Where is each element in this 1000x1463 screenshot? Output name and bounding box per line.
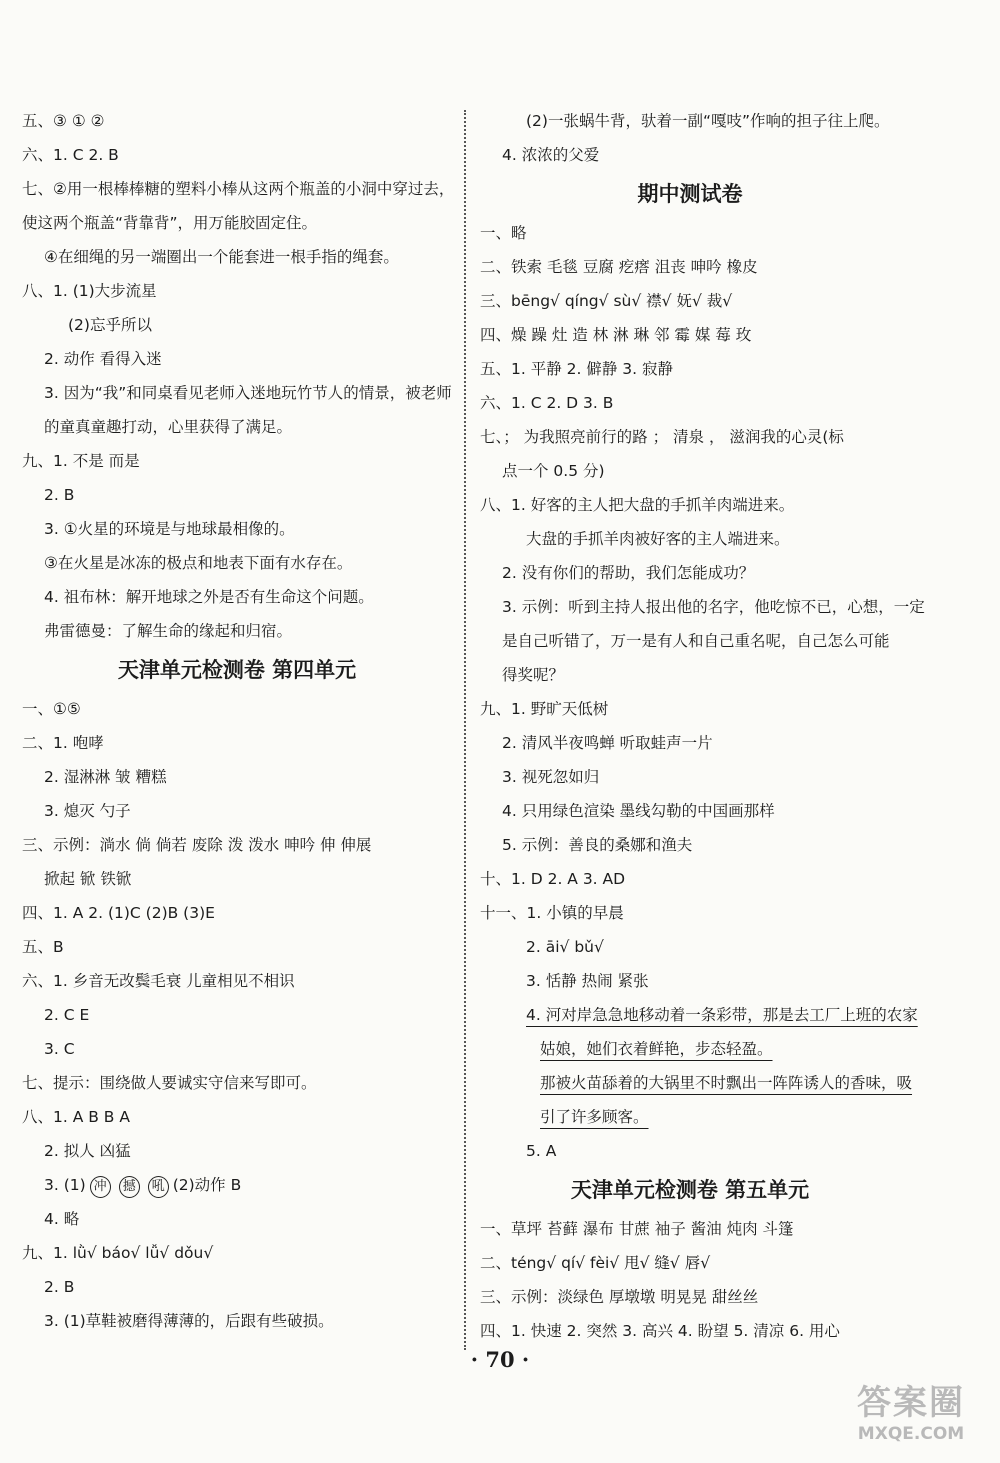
watermark-title: 答案圈 xyxy=(857,1383,965,1423)
answer-line: 2. 拟人 凶猛 xyxy=(44,1142,131,1160)
circled-char: 撼 xyxy=(119,1176,140,1198)
answer-line: 二、téng√ qí√ fèi√ 甩√ 缝√ 唇√ xyxy=(480,1254,711,1272)
answer-line: 4. 略 xyxy=(44,1210,80,1228)
answer-line: 四、1. 快速 2. 突然 3. 高兴 4. 盼望 5. 清凉 6. 用心 xyxy=(480,1322,840,1340)
answer-line: 五、1. 平静 2. 僻静 3. 寂静 xyxy=(480,360,674,378)
answer-line xyxy=(480,1066,913,1100)
answer-line: 2. 清风半夜鸣蝉 听取蛙声一片 xyxy=(502,734,713,752)
answer-line: 六、1. 乡音无改鬓毛衰 儿童相见不相识 xyxy=(22,972,295,990)
answer-line xyxy=(22,1168,452,1202)
answer-line: 3. 视死忽如归 xyxy=(502,768,600,786)
answer-line: 2. 湿淋淋 皱 糟糕 xyxy=(44,768,167,786)
answer-line: 点一个 0.5 分) xyxy=(502,462,605,480)
answer-line: 五、③ ① ② xyxy=(22,112,105,130)
answer-line: 5. 示例：善良的桑娜和渔夫 xyxy=(502,836,693,854)
page-number: · 70 · xyxy=(470,1347,530,1372)
answer-line: 二、铁索 毛毯 豆腐 疙瘩 沮丧 呻吟 橡皮 xyxy=(480,258,758,276)
watermark-url: MXQE.COM xyxy=(857,1424,965,1444)
underlined-answer: 引了许多顾客。 xyxy=(540,1108,649,1126)
answer-line: 九、1. 野旷天低树 xyxy=(480,700,609,718)
section-heading: 期中测试卷 xyxy=(637,181,743,206)
answer-line: 的童真童趣打动，心里获得了满足。 xyxy=(44,418,293,436)
circled-char: 吼 xyxy=(148,1176,169,1198)
answer-line: (2)忘乎所以 xyxy=(68,316,152,334)
answer-line: 四、1. A 2. (1)C (2)B (3)E xyxy=(22,904,215,922)
answer-line xyxy=(480,1032,900,1066)
answer-line: 3. 恬静 热闹 紧张 xyxy=(526,972,649,990)
answer-line: 2. āi√ bǔ√ xyxy=(526,938,604,956)
answer-line: 四、燥 躁 灶 造 林 淋 琳 邻 霉 媒 莓 玫 xyxy=(480,326,752,344)
answer-line: 三、bēng√ qíng√ sù√ 襟√ 妩√ 裁√ xyxy=(480,292,733,310)
answer-text: 3. (1) xyxy=(44,1176,86,1194)
answer-text: (2)动作 B xyxy=(172,1176,242,1194)
answer-line: 十一、1. 小镇的早晨 xyxy=(480,904,624,922)
answer-line: 九、1. lǜ√ báo√ lǚ√ dǒu√ xyxy=(22,1244,214,1262)
answer-line: 掀起 锨 铁锨 xyxy=(44,870,132,888)
underlined-answer: 姑娘，她们衣着鲜艳，步态轻盈。 xyxy=(540,1040,773,1058)
answer-line: 一、①⑤ xyxy=(22,700,81,718)
answer-line xyxy=(480,998,918,1032)
answer-line: 八、1. 好客的主人把大盘的手抓羊肉端进来。 xyxy=(480,496,795,514)
answer-line: 三、示例：淡绿色 厚墩墩 明晃晃 甜丝丝 xyxy=(480,1288,759,1306)
answer-line: 4. 浓浓的父爱 xyxy=(502,146,600,164)
right-column xyxy=(480,104,925,1348)
answer-line: 使这两个瓶盖“背靠背”，用万能胶固定住。 xyxy=(22,214,318,232)
section-heading: 天津单元检测卷 第四单元 xyxy=(117,657,357,682)
answer-line: ③在火星是冰冻的极点和地表下面有水存在。 xyxy=(44,554,353,572)
section-heading: 天津单元检测卷 第五单元 xyxy=(570,1177,810,1202)
answer-line: 2. B xyxy=(44,486,75,504)
answer-line: 3. ①火星的环境是与地球最相像的。 xyxy=(44,520,295,538)
answer-line: 得奖呢？ xyxy=(502,666,565,684)
underlined-answer: 那被火苗舔着的大锅里不时飘出一阵阵诱人的香味，吸 xyxy=(540,1074,913,1092)
answer-line: 八、1. (1)大步流星 xyxy=(22,282,157,300)
circled-char: 冲 xyxy=(90,1176,111,1198)
answer-line: 3. 示例：听到主持人报出他的名字，他吃惊不已，心想，一定 xyxy=(502,598,925,616)
answer-line: 4. 祖布林：解开地球之外是否有生命这个问题。 xyxy=(44,588,374,606)
answer-line: 2. C E xyxy=(44,1006,90,1024)
answer-line: 3. 因为“我”和同桌看见老师入迷地玩竹节人的情景，被老师 xyxy=(44,384,452,402)
watermark-logo xyxy=(836,1383,986,1453)
answer-line: 七、提示：围绕做人要诚实守信来写即可。 xyxy=(22,1074,317,1092)
column-divider xyxy=(464,110,466,1350)
answer-line: 五、B xyxy=(22,938,64,956)
underlined-answer: 4. 河对岸急急地移动着一条彩带，那是去工厂上班的农家 xyxy=(526,1006,918,1024)
answer-line: 2. 动作 看得入迷 xyxy=(44,350,162,368)
answer-line xyxy=(480,1100,900,1134)
answer-line: 六、1. C 2. B xyxy=(22,146,119,164)
answer-line: 3. 熄灭 勺子 xyxy=(44,802,131,820)
answer-line: 一、草坪 苔藓 瀑布 甘蔗 袖子 酱油 炖肉 斗篷 xyxy=(480,1220,794,1238)
answer-line: ④在细绳的另一端圈出一个能套进一根手指的绳套。 xyxy=(44,248,399,266)
answer-line: 一、略 xyxy=(480,224,527,242)
answer-line: 是自己听错了，万一是有人和自己重名呢，自己怎么可能 xyxy=(502,632,890,650)
answer-line: 七、②用一根棒棒糖的塑料小棒从这两个瓶盖的小洞中穿过去， xyxy=(22,180,455,198)
answer-line: 九、1. 不是 而是 xyxy=(22,452,140,470)
answer-line: 弗雷德曼：了解生命的缘起和归宿。 xyxy=(44,622,293,640)
answer-line: 3. (1)草鞋被磨得薄薄的，后跟有些破损。 xyxy=(44,1312,334,1330)
answer-line: 4. 只用绿色渲染 墨线勾勒的中国画那样 xyxy=(502,802,775,820)
answer-line: 2. 没有你们的帮助，我们怎能成功？ xyxy=(502,564,755,582)
left-column xyxy=(22,104,455,1338)
answer-line: 十、1. D 2. A 3. AD xyxy=(480,870,626,888)
answer-line: 大盘的手抓羊肉被好客的主人端进来。 xyxy=(526,530,790,548)
answer-line: 八、1. A B B A xyxy=(22,1108,130,1126)
answer-line: 2. B xyxy=(44,1278,75,1296)
answer-line: 七、； 为我照亮前行的路 ； 清泉 ， 滋润我的心灵(标 xyxy=(480,428,844,446)
answer-line: (2)一张蜗牛背，驮着一副“嘎吱”作响的担子往上爬。 xyxy=(526,112,890,130)
answer-line: 5. A xyxy=(526,1142,557,1160)
answer-line: 六、1. C 2. D 3. B xyxy=(480,394,614,412)
answer-line: 二、1. 咆哮 xyxy=(22,734,104,752)
answer-line: 3. C xyxy=(44,1040,75,1058)
answer-line: 三、示例：淌水 倘 倘若 废除 泼 泼水 呻吟 伸 伸展 xyxy=(22,836,372,854)
